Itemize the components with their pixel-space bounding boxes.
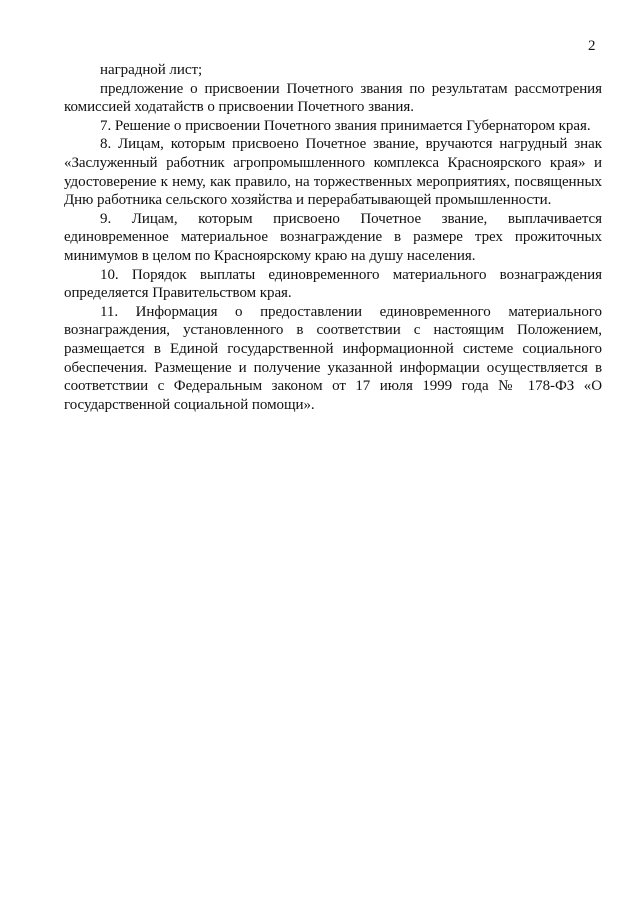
paragraph-commission-proposal: предложение о присвоении Почетного звания по результатам рассмотрения комиссией ходатайств о присвоении Почетного звания. bbox=[64, 80, 602, 116]
paragraph-item-11: 11. Информация о предоставлении единовременного материального вознаграждения, установленного в соответствии с настоящим Положением, размещается в Единой государственной информационной системе социального обеспечения. Размещение и получение указанной информации осуществляется в соответствии с Федеральным законом от 17 июля 1999 года № 178-ФЗ «О государственной социальной помощи». bbox=[64, 303, 602, 413]
paragraph-item-8: 8. Лицам, которым присвоено Почетное звание, вручаются нагрудный знак «Заслуженный работник агропромышленного комплекса Красноярского края» и удостоверение к нему, как правило, на торжественных мероприятиях, посвященных Дню работника сельского хозяйства и перерабатывающей промышленности. bbox=[64, 136, 602, 209]
paragraph-award-sheet: наградной лист; bbox=[100, 62, 203, 78]
paragraph-item-7: 7. Решение о присвоении Почетного звания принимается Губернатором края. bbox=[100, 117, 591, 134]
paragraph-item-9: 9. Лицам, которым присвоено Почетное звание, выплачивается единовременное материальное вознаграждение в размере трех прожиточных минимумов в целом по Красноярскому краю на душу населения. bbox=[64, 210, 602, 264]
document-body bbox=[64, 61, 602, 414]
paragraph-item-10: 10. Порядок выплаты единовременного материального вознаграждения определяется Правительством края. bbox=[64, 266, 602, 302]
page-number: 2 bbox=[588, 38, 596, 54]
